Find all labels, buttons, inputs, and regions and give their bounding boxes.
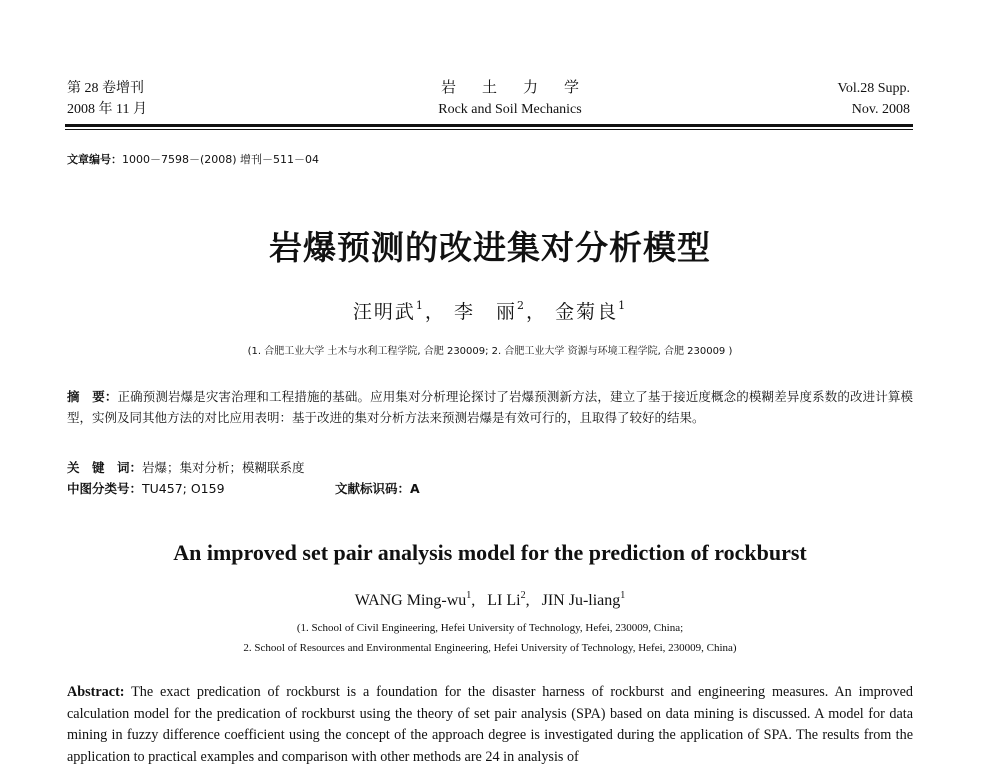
author-cn: 金菊良 (555, 301, 619, 323)
keywords-cn-text: 岩爆；集对分析；模糊联系度 (142, 460, 305, 475)
document-code (335, 479, 420, 497)
article-number (67, 151, 319, 167)
abstract-cn (67, 386, 913, 428)
author-cn: 李 丽 (453, 301, 517, 323)
date-line-en: Nov. 2008 (851, 102, 910, 117)
abstract-cn-text: 正确预测岩爆是灾害治理和工程措施的基础。应用集对分析理论探讨了岩爆预测新方法，建立了基于接近度概念的模糊差异度系数的改进计算模型，实例及同其他方法的对比应用表明：基于改进的集对分析方法来预测岩爆是有效可行的，且取得了较好的结果。 (67, 389, 913, 425)
affiliation-en-2: 2. School of Resources and Environmental Engineering, Hefei University of Technology, Hefei, 230009, China) (243, 642, 737, 654)
author-separator: , (471, 592, 476, 609)
author-affil-mark: 1 (415, 299, 425, 312)
affiliation-en-1: (1. School of Civil Engineering, Hefei University of Technology, Hefei, 230009, China; (296, 622, 684, 634)
authors-en (0, 590, 980, 610)
author-en: LI Li (487, 592, 521, 609)
volume-line: 第 28 卷增刊 (67, 81, 144, 96)
document-code-value: A (410, 481, 420, 496)
header-rule-thick (65, 124, 913, 127)
author-affil-mark: 1 (466, 590, 472, 601)
affiliation-en (0, 618, 980, 658)
author-affil-mark: 2 (517, 299, 526, 312)
author-en: WANG Ming-wu (354, 592, 467, 609)
author-separator: ， (526, 301, 548, 323)
document-code-label: 文献标识码： (335, 481, 411, 496)
author-separator: , (525, 592, 530, 609)
author-separator: ， (424, 301, 446, 323)
issue-info-en (838, 78, 910, 120)
author-cn: 汪明武 (352, 301, 416, 323)
article-number-label: 文章编号： (67, 153, 122, 166)
journal-name (380, 78, 640, 120)
keywords-cn-label: 关 键 词： (67, 460, 143, 475)
journal-name-cn: 岩土力学 (440, 80, 605, 96)
author-affil-mark: 1 (618, 299, 628, 312)
paper-title-cn: 岩爆预测的改进集对分析模型 (269, 228, 711, 267)
affiliation-cn: (1. 合肥工业大学 土木与水利工程学院, 合肥 230009; 2. 合肥工业大学 资源与环境工程学院, 合肥 230009 ) (247, 346, 733, 357)
classification-line (67, 479, 420, 497)
class-number-value: TU457; O159 (142, 481, 225, 496)
author-affil-mark: 2 (520, 590, 526, 601)
authors-cn (0, 297, 980, 324)
journal-name-en: Rock and Soil Mechanics (438, 102, 582, 117)
date-line: 2008 年 11 月 (67, 102, 147, 117)
class-number-label: 中图分类号： (67, 481, 143, 496)
abstract-cn-label: 摘 要： (67, 389, 118, 404)
paper-title-en: An improved set pair analysis model for the prediction of rockburst (173, 540, 807, 565)
author-affil-mark: 1 (620, 590, 626, 601)
header-rule-thin (65, 129, 913, 130)
article-number-value: 1000－7598－(2008) 增刊－511－04 (122, 153, 320, 166)
issue-info (67, 78, 147, 120)
abstract-en-label: Abstract: (67, 684, 125, 700)
abstract-en (67, 682, 913, 768)
keywords-cn (67, 458, 305, 476)
abstract-en-text: The exact predication of rockburst is a foundation for the disaster harness of rockburst and engineering measures. An improved calculation model for the predication of rockburst using the theory of set pair analysis (SPA) based on data mining is discussed. A model for data mining in fuzzy difference coefficient using the concept of the approach degree is investigated during the application of SPA. The results from the application to practical examples and comparison with other methods are 24 in analysis of (67, 684, 913, 765)
volume-line-en: Vol.28 Supp. (837, 81, 910, 96)
author-en: JIN Ju-liang (541, 592, 621, 609)
